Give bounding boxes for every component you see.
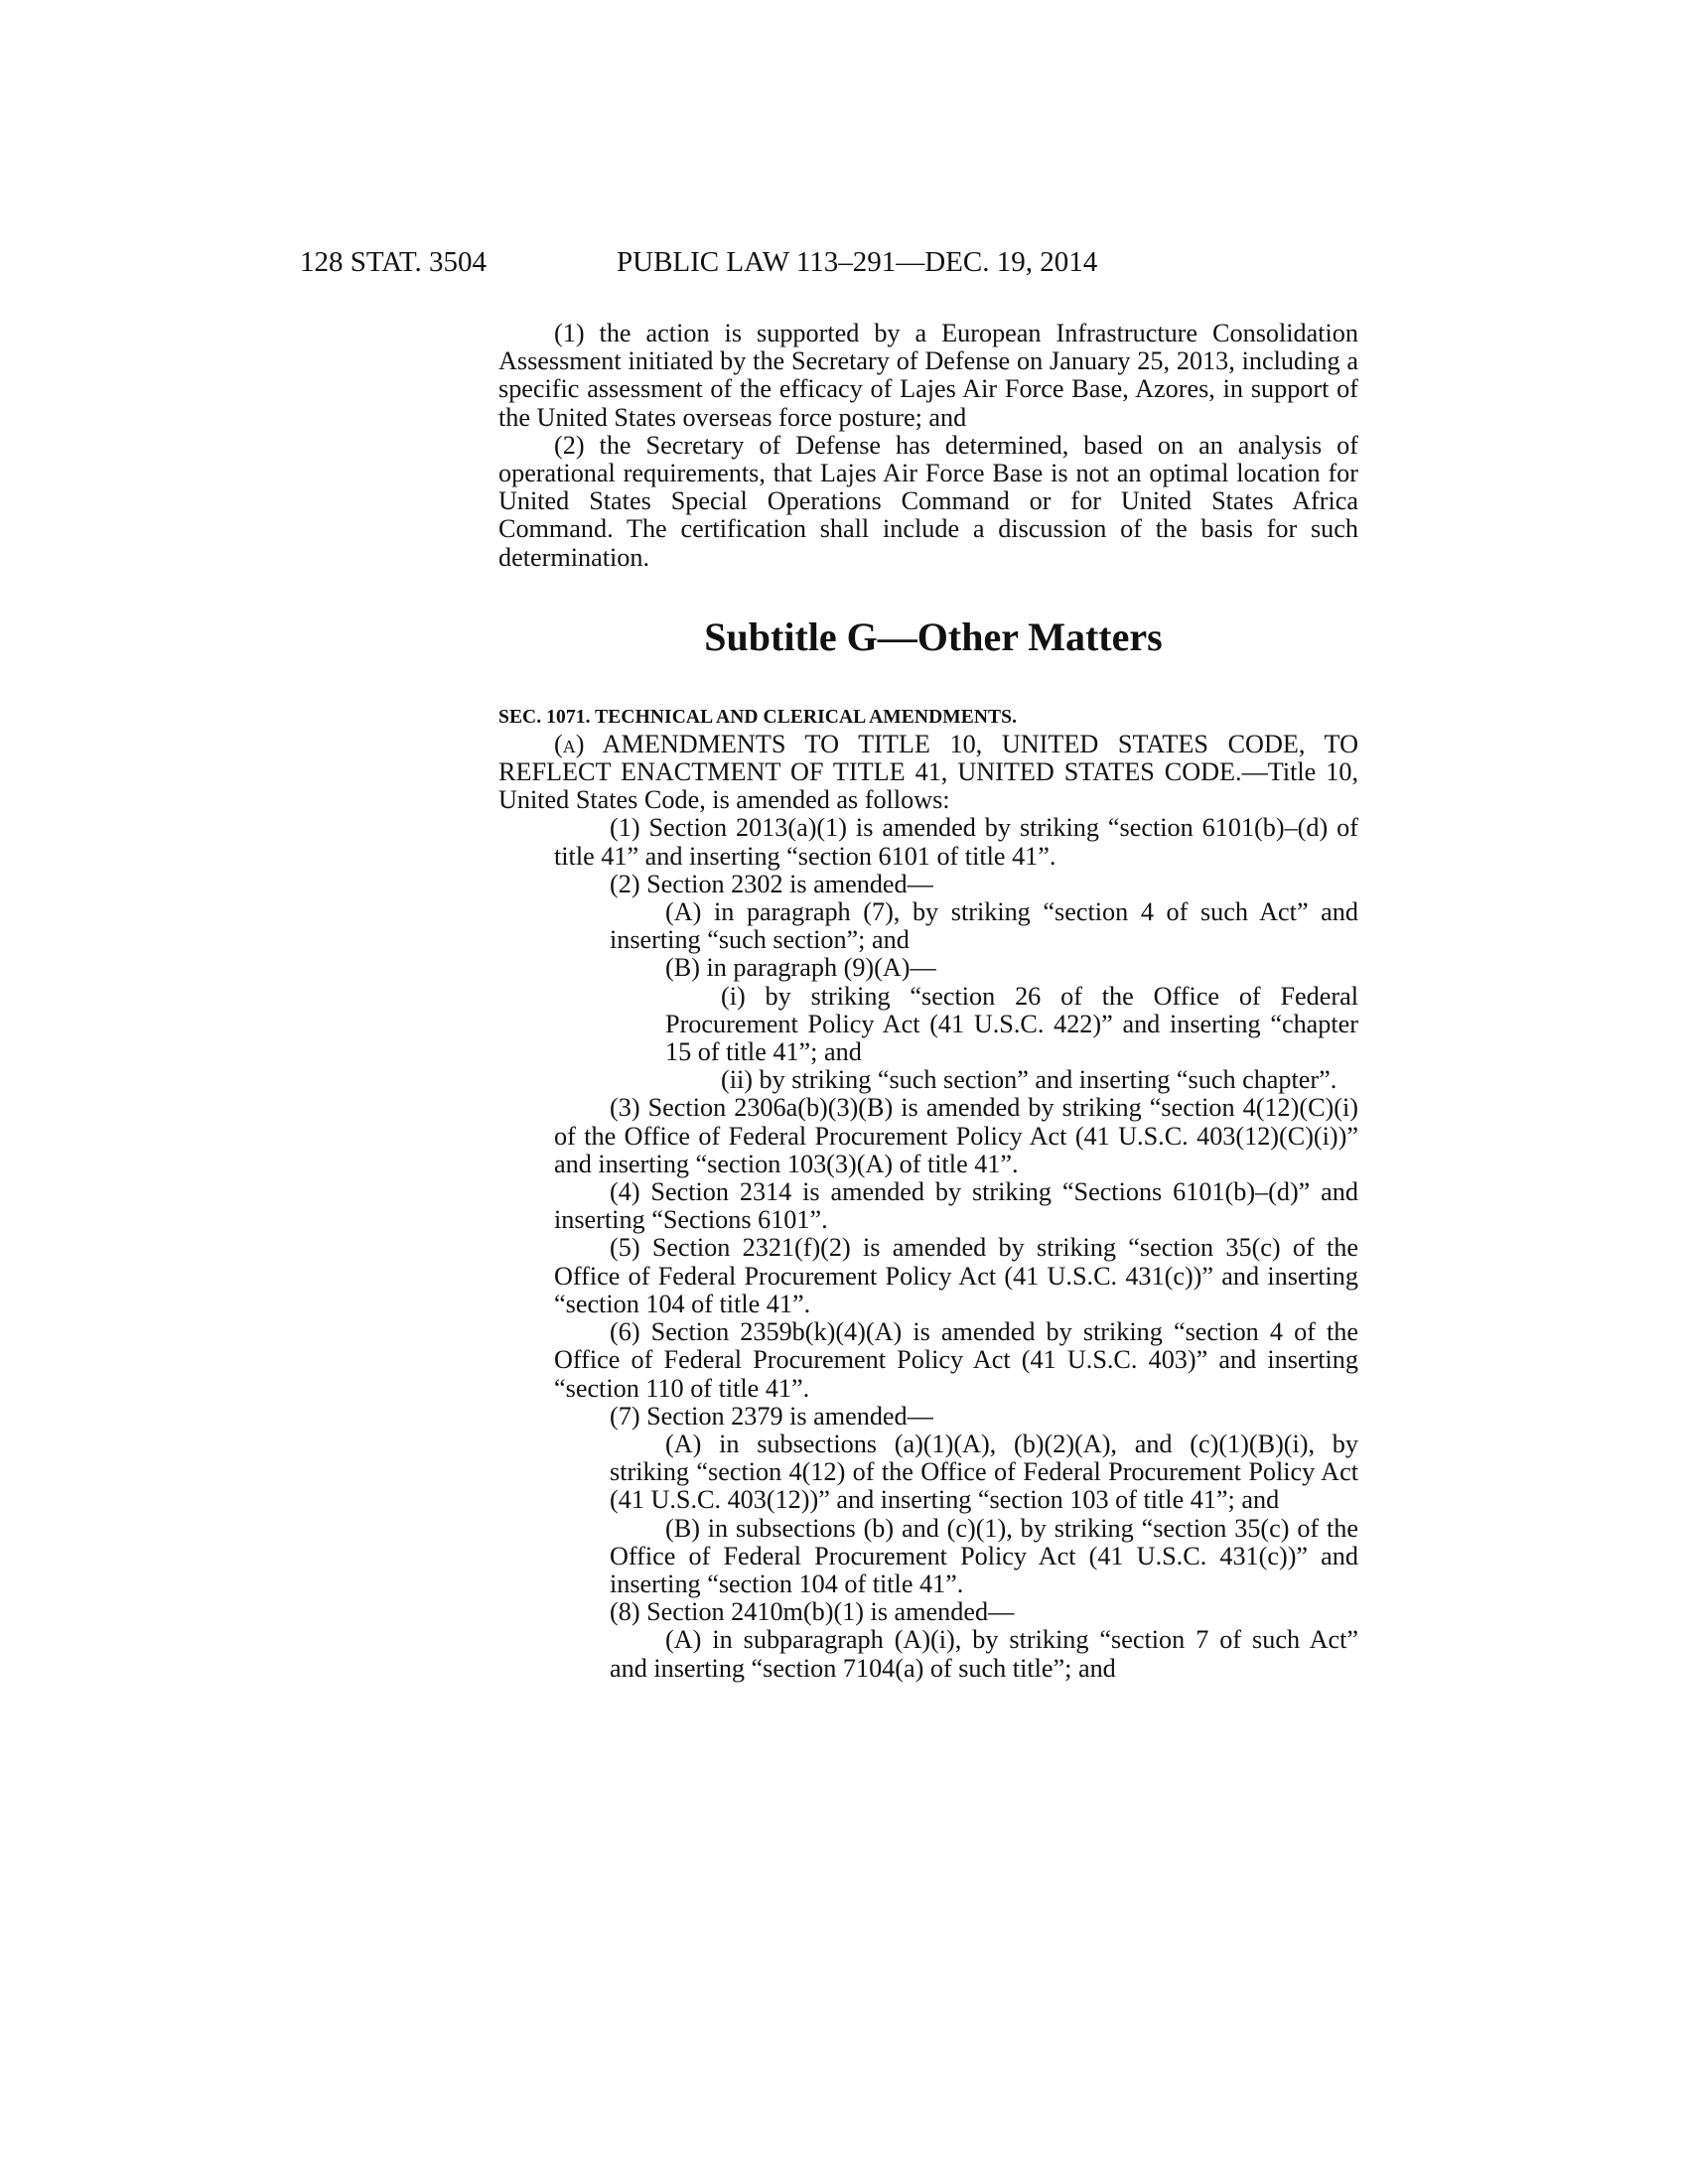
paragraph-8-A: (A) in subparagraph (A)(i), by striking “section 7 of such Act” and inserting “section 7104(a) of such title”; and: [610, 1625, 1358, 1683]
paragraph-2-B-ii: (ii) by striking “such section” and inserting “such chapter”.: [721, 1065, 1337, 1095]
paragraph-6: (6) Section 2359b(k)(4)(A) is amended by striking “section 4 of the Office of Federal Procurement Policy Act (41 U.S.C. 403)” and inserting “section 110 of title 41”.: [554, 1317, 1358, 1403]
paragraph-2-B: (B) in paragraph (9)(A)—: [665, 953, 936, 983]
paragraph-7-A: (A) in subsections (a)(1)(A), (b)(2)(A), and (c)(1)(B)(i), by striking “section 4(12) of the Office of Federal Procurement Policy Act (41 U.S.C. 403(12))” and inserting “section 103 of title 41”; and: [610, 1429, 1358, 1515]
paragraph-7: (7) Section 2379 is amended—: [610, 1401, 933, 1431]
paragraph-8: (8) Section 2410m(b)(1) is amended—: [610, 1597, 1015, 1627]
paragraph-7-B: (B) in subsections (b) and (c)(1), by striking “section 35(c) of the Office of Federal Procurement Policy Act (41 U.S.C. 431(c))” and inserting “section 104 of title 41”.: [610, 1513, 1358, 1598]
subsection-a-intro: Title 10, United States Code, is amended as follows:: [498, 757, 1358, 815]
paragraph-2-A: (A) in paragraph (7), by striking “section 4 of such Act” and inserting “such section”; and: [610, 897, 1358, 955]
subsection-a-heading: (a) AMENDMENTS TO TITLE 10, UNITED STATES CODE, TO REFLECT ENACTMENT OF TITLE 41, UNITED STATES CODE.—: [498, 729, 1358, 787]
body-text: [498, 320, 1358, 1683]
paragraph-4: (4) Section 2314 is amended by striking “Sections 6101(b)–(d)” and inserting “Sections 6101”.: [554, 1177, 1358, 1235]
section-heading: SEC. 1071. TECHNICAL AND CLERICAL AMENDMENTS.: [498, 706, 1018, 728]
subtitle-heading: Subtitle G—Other Matters: [704, 614, 1163, 659]
public-law-title: PUBLIC LAW 113–291—DEC. 19, 2014: [617, 246, 1098, 278]
subsection-a: [498, 731, 1358, 815]
carryover-paragraph-1: (1) the action is supported by a European Infrastructure Consolidation Assessment initiated by the Secretary of Defense on January 25, 2013, including a specific assessment of the efficacy of Lajes Air Force Base, Azores, in support of the United States overseas force posture; and: [498, 319, 1358, 432]
running-header: [300, 246, 1392, 286]
paragraph-3: (3) Section 2306a(b)(3)(B) is amended by striking “section 4(12)(C)(i) of the Office of Federal Procurement Policy Act (41 U.S.C. 403(12)(C)(i))” and inserting “section 103(3)(A) of title 41”.: [554, 1093, 1358, 1178]
statute-citation: 128 STAT. 3504: [300, 246, 488, 278]
paragraph-2: (2) Section 2302 is amended—: [610, 869, 933, 898]
paragraph-5: (5) Section 2321(f)(2) is amended by striking “section 35(c) of the Office of Federal Procurement Policy Act (41 U.S.C. 431(c))” and inserting “section 104 of title 41”.: [554, 1233, 1358, 1318]
paragraph-2-B-i: (i) by striking “section 26 of the Office of Federal Procurement Policy Act (41 U.S.C. 422)” and inserting “chapter 15 of title 41”; and: [665, 981, 1358, 1067]
paragraph-1: (1) Section 2013(a)(1) is amended by striking “section 6101(b)–(d) of title 41” and inserting “section 6101 of title 41”.: [554, 813, 1358, 871]
carryover-paragraph-2: (2) the Secretary of Defense has determined, based on an analysis of operational requirements, that Lajes Air Force Base is not an optimal location for United States Special Operations Command or for United States Africa Command. The certification shall include a discussion of the basis for such determination.: [498, 430, 1358, 572]
